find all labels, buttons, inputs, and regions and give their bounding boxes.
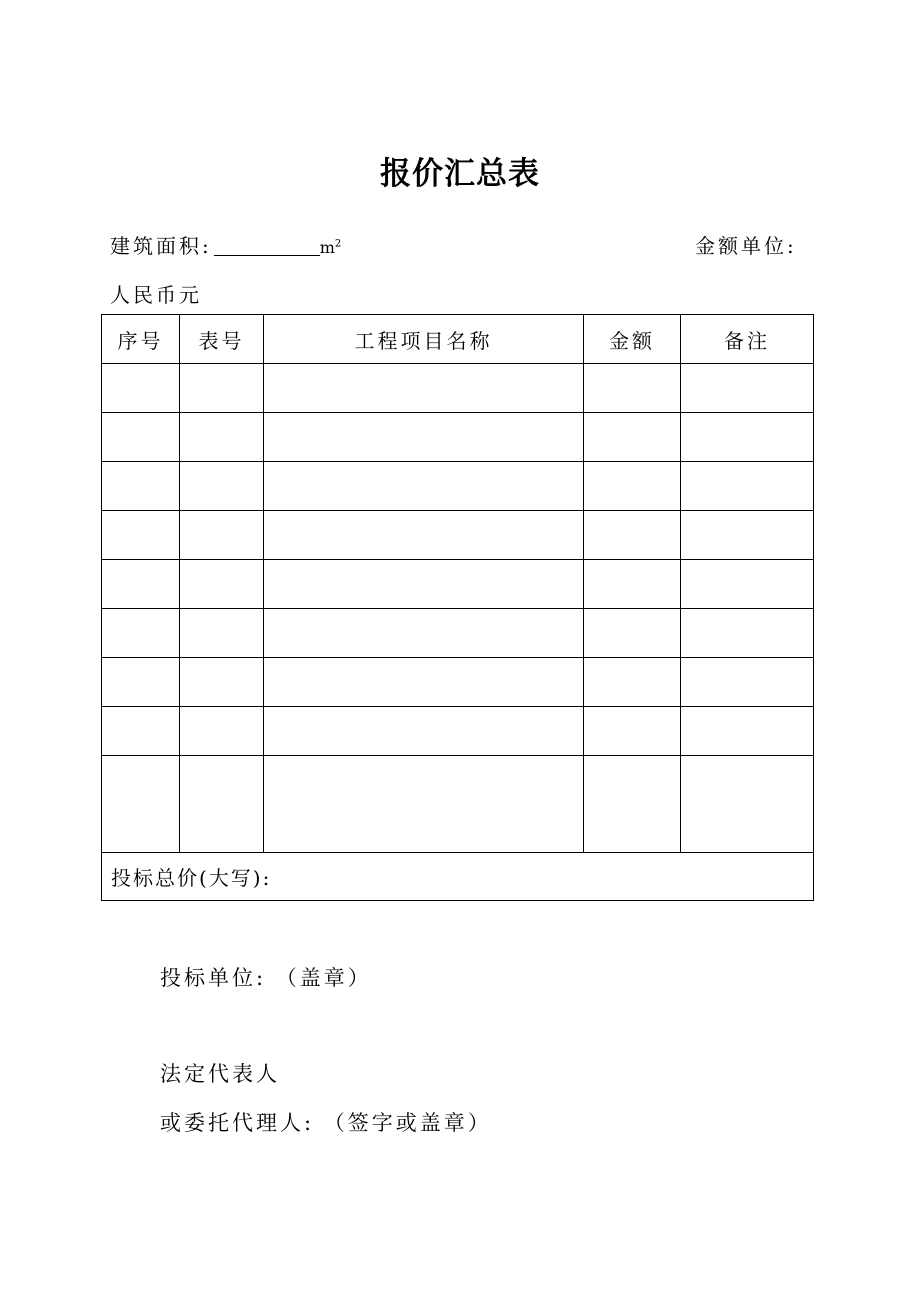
table-cell[interactable] <box>180 560 264 609</box>
table-row <box>102 707 814 756</box>
area-unit-exponent: 2 <box>334 238 342 250</box>
table-cell[interactable] <box>681 364 814 413</box>
building-area-label: 建筑面积: <box>110 234 212 258</box>
table-cell[interactable] <box>264 462 584 511</box>
table-row <box>102 413 814 462</box>
table-row <box>102 511 814 560</box>
table-row <box>102 756 814 853</box>
area-unit-base: m <box>319 238 335 257</box>
table-cell[interactable] <box>180 413 264 462</box>
page-title: 报价汇总表 <box>380 156 540 192</box>
table-cell[interactable] <box>584 364 681 413</box>
table-cell[interactable] <box>102 511 180 560</box>
header-item-name: 工程项目名称 <box>264 315 584 364</box>
table-cell[interactable] <box>264 413 584 462</box>
building-area-blank <box>214 235 320 256</box>
table-cell[interactable] <box>584 609 681 658</box>
table-row <box>102 364 814 413</box>
total-price-label[interactable]: 投标总价(大写): <box>102 853 814 901</box>
legal-representative-label: 法定代表人 <box>160 1062 280 1086</box>
table-cell[interactable] <box>264 609 584 658</box>
header-remarks: 备注 <box>681 315 814 364</box>
header-serial-no: 序号 <box>102 315 180 364</box>
table-cell[interactable] <box>264 756 584 853</box>
table-cell[interactable] <box>681 658 814 707</box>
table-cell[interactable] <box>180 756 264 853</box>
table-cell[interactable] <box>264 658 584 707</box>
table-cell[interactable] <box>681 462 814 511</box>
table-row <box>102 658 814 707</box>
table-cell[interactable] <box>681 511 814 560</box>
authorized-agent-line: 或委托代理人: （签字或盖章） <box>160 1111 492 1135</box>
table-cell[interactable] <box>180 707 264 756</box>
table-cell[interactable] <box>584 560 681 609</box>
header-table-no: 表号 <box>180 315 264 364</box>
table-cell[interactable] <box>102 756 180 853</box>
table-cell[interactable] <box>180 364 264 413</box>
amount-unit-label: 金额单位: <box>695 234 797 258</box>
table-cell[interactable] <box>264 364 584 413</box>
table-row <box>102 609 814 658</box>
table-cell[interactable] <box>681 707 814 756</box>
table-cell[interactable] <box>102 560 180 609</box>
quote-summary-table <box>101 314 814 901</box>
table-cell[interactable] <box>102 609 180 658</box>
table-cell[interactable] <box>180 511 264 560</box>
table-cell[interactable] <box>180 462 264 511</box>
table-cell[interactable] <box>584 511 681 560</box>
table-cell[interactable] <box>102 364 180 413</box>
table-cell[interactable] <box>102 413 180 462</box>
table-cell[interactable] <box>681 609 814 658</box>
table-cell[interactable] <box>180 658 264 707</box>
table-row <box>102 462 814 511</box>
table-cell[interactable] <box>584 658 681 707</box>
table-cell[interactable] <box>264 560 584 609</box>
table-row <box>102 560 814 609</box>
header-amount: 金额 <box>584 315 681 364</box>
area-unit <box>320 238 342 257</box>
table-cell[interactable] <box>102 707 180 756</box>
total-price-row <box>102 853 814 901</box>
table-cell[interactable] <box>584 756 681 853</box>
table-cell[interactable] <box>681 413 814 462</box>
bidder-seal-line: 投标单位: （盖章） <box>160 966 372 990</box>
currency-label: 人民币元 <box>110 283 202 307</box>
table-header-row <box>102 315 814 364</box>
building-area-line <box>110 230 341 259</box>
table-cell[interactable] <box>264 511 584 560</box>
table-cell[interactable] <box>180 609 264 658</box>
table-cell[interactable] <box>102 658 180 707</box>
table-cell[interactable] <box>681 560 814 609</box>
table-cell[interactable] <box>584 413 681 462</box>
table-cell[interactable] <box>584 462 681 511</box>
table-cell[interactable] <box>681 756 814 853</box>
table-cell[interactable] <box>584 707 681 756</box>
table-cell[interactable] <box>102 462 180 511</box>
table-cell[interactable] <box>264 707 584 756</box>
